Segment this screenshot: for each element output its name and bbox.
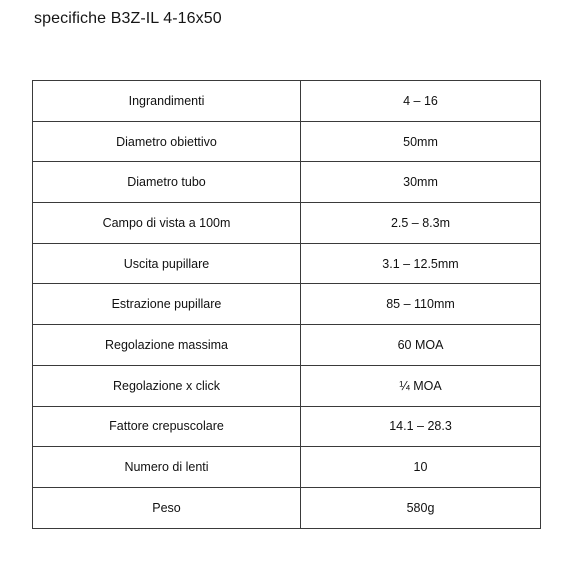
specs-table xyxy=(32,80,541,529)
spec-label: Diametro obiettivo xyxy=(33,121,301,162)
spec-value: 50mm xyxy=(301,121,541,162)
spec-value: 3.1 – 12.5mm xyxy=(301,243,541,284)
spec-label: Regolazione x click xyxy=(33,365,301,406)
spec-label: Uscita pupillare xyxy=(33,243,301,284)
table-row xyxy=(33,243,541,284)
table-row xyxy=(33,121,541,162)
table-row xyxy=(33,203,541,244)
table-row xyxy=(33,487,541,528)
spec-label: Ingrandimenti xyxy=(33,81,301,122)
spec-label: Numero di lenti xyxy=(33,447,301,488)
spec-value: 60 MOA xyxy=(301,325,541,366)
spec-value: 85 – 110mm xyxy=(301,284,541,325)
spec-label: Diametro tubo xyxy=(33,162,301,203)
spec-value: ¼ MOA xyxy=(301,365,541,406)
table-row xyxy=(33,325,541,366)
spec-value: 2.5 – 8.3m xyxy=(301,203,541,244)
table-row xyxy=(33,162,541,203)
spec-label: Campo di vista a 100m xyxy=(33,203,301,244)
table-row xyxy=(33,81,541,122)
spec-label: Regolazione massima xyxy=(33,325,301,366)
spec-value: 10 xyxy=(301,447,541,488)
table-row xyxy=(33,284,541,325)
spec-label: Peso xyxy=(33,487,301,528)
table-row xyxy=(33,406,541,447)
spec-label: Fattore crepuscolare xyxy=(33,406,301,447)
spec-value: 30mm xyxy=(301,162,541,203)
spec-value: 4 – 16 xyxy=(301,81,541,122)
table-row xyxy=(33,447,541,488)
spec-value: 580g xyxy=(301,487,541,528)
spec-value: 14.1 – 28.3 xyxy=(301,406,541,447)
table-row xyxy=(33,365,541,406)
page-title: specifiche B3Z-IL 4-16x50 xyxy=(34,10,222,27)
spec-label: Estrazione pupillare xyxy=(33,284,301,325)
